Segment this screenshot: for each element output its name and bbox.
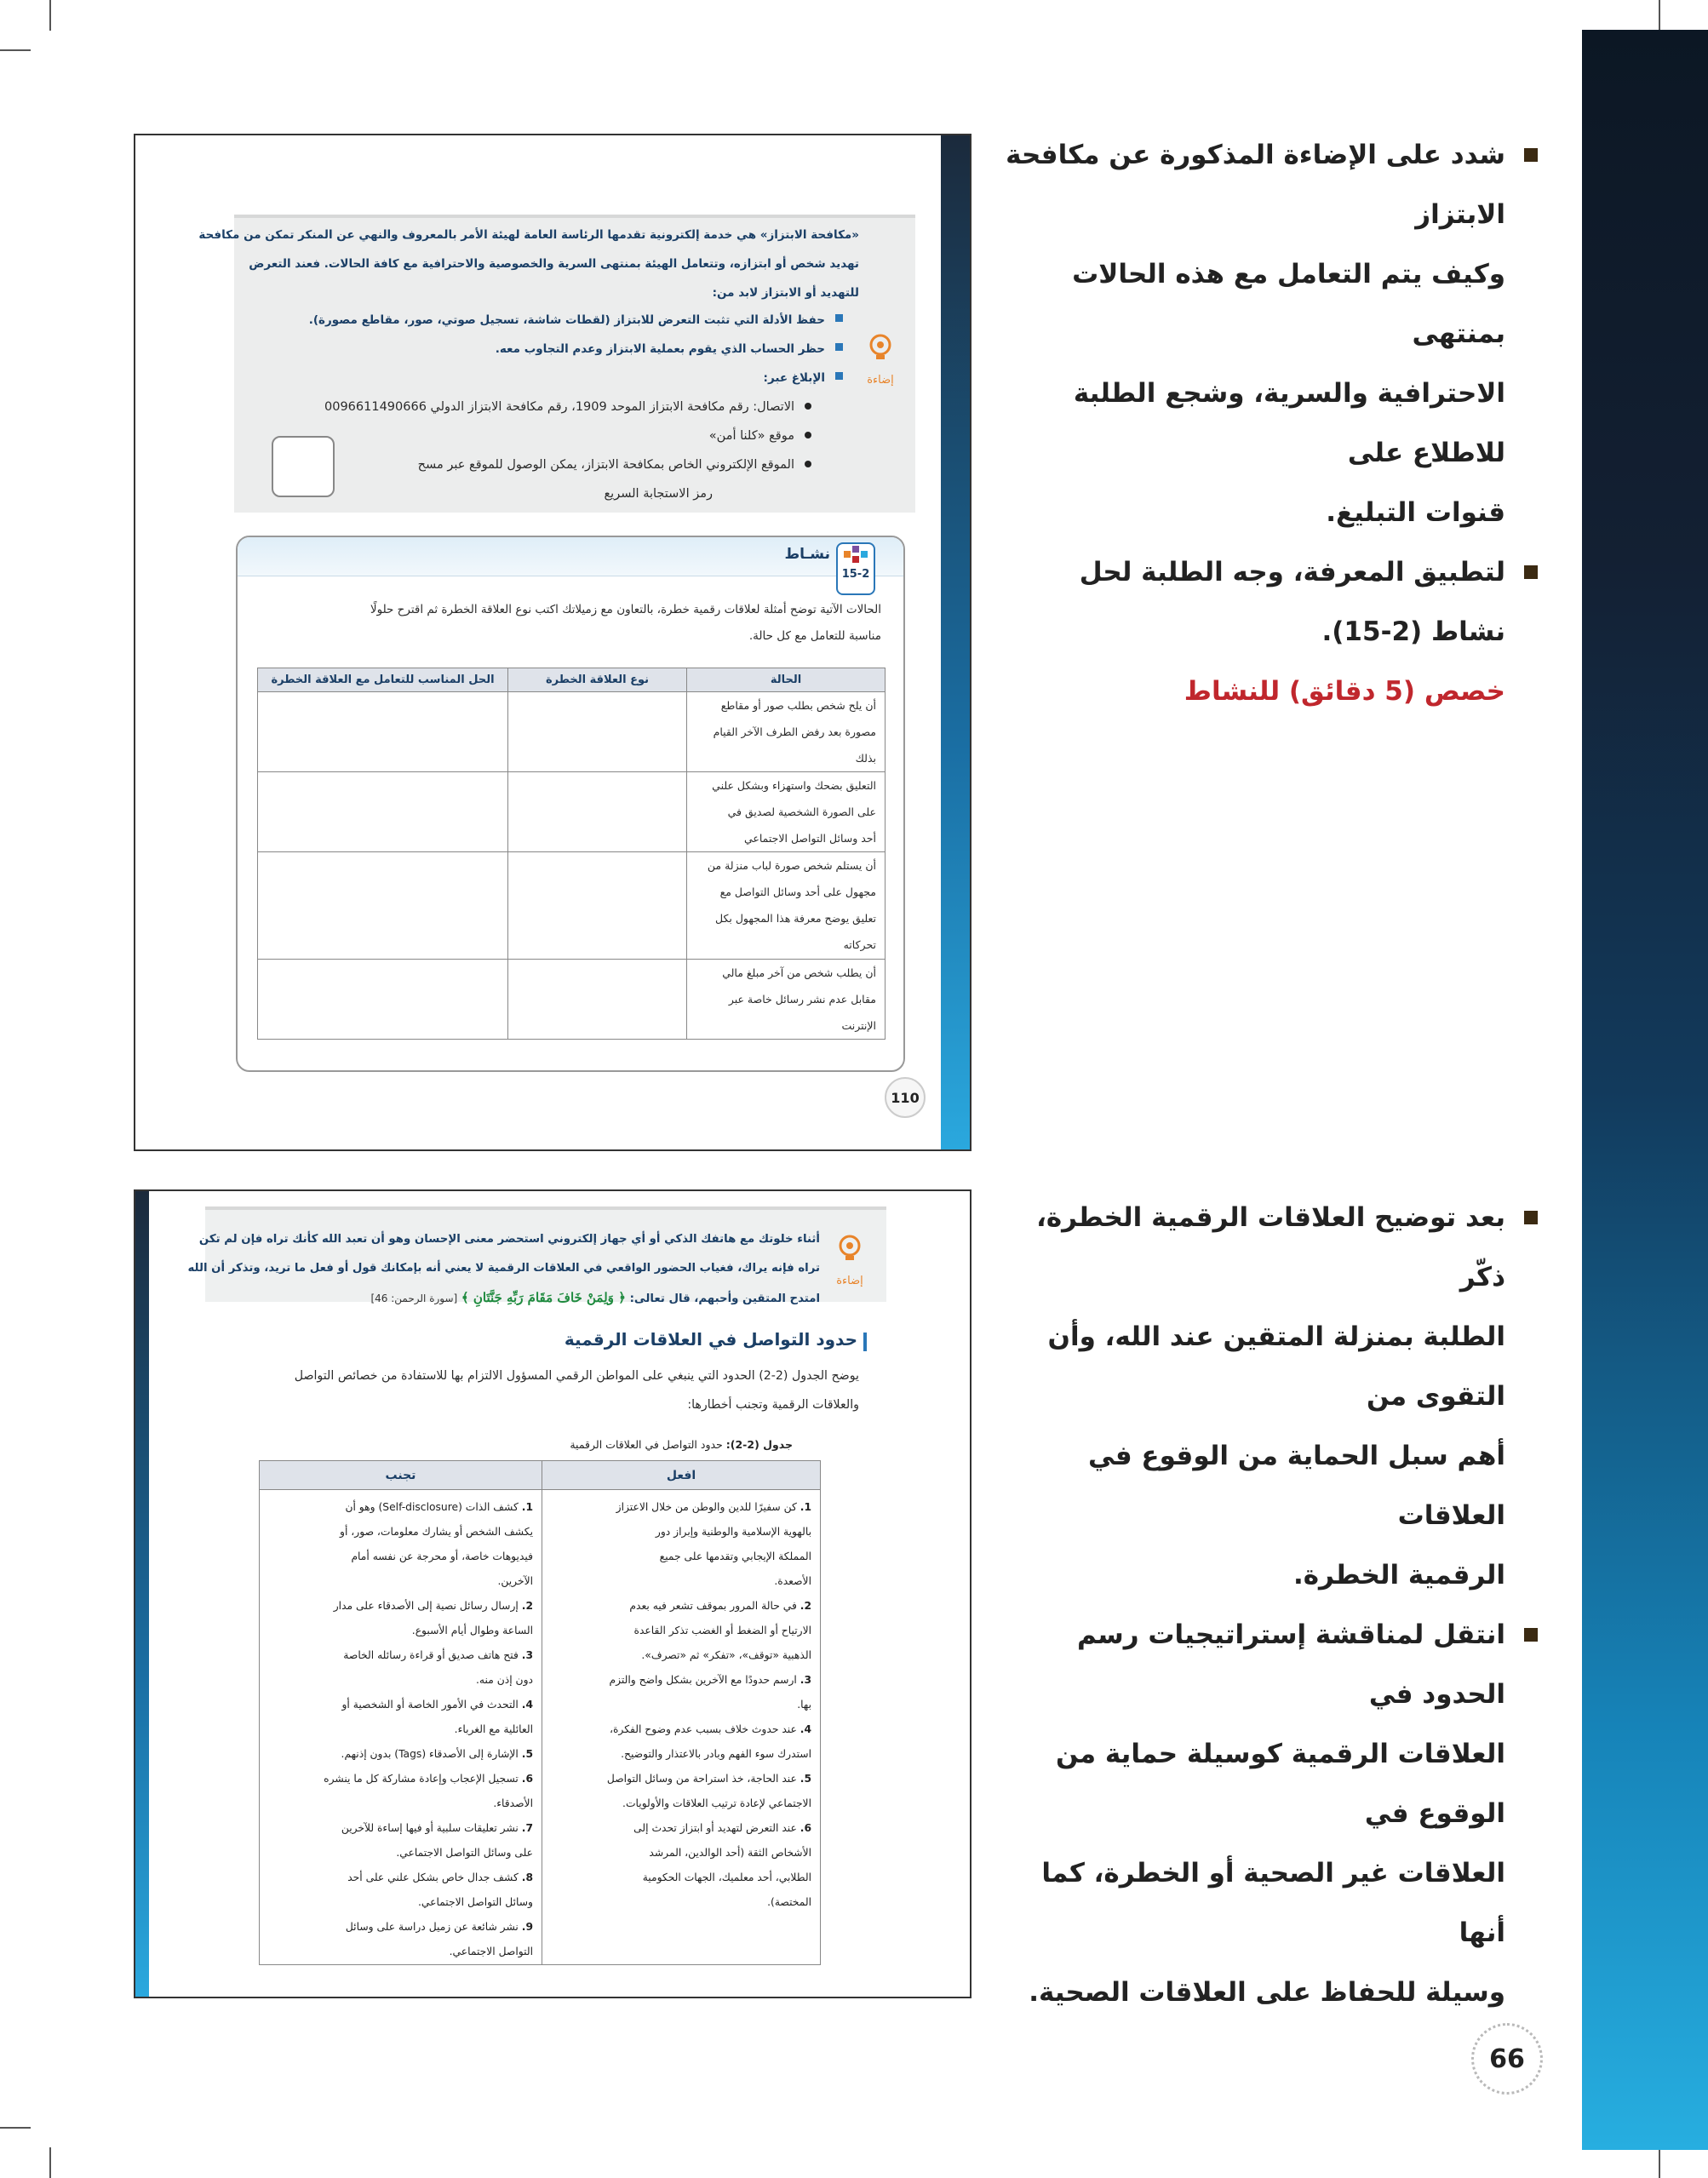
avoid-line: الأصدقاء. [493, 1797, 533, 1809]
crop-mark [49, 0, 51, 31]
intro-line: «مكافحة الابتزاز» هي خدمة إلكترونية تقدمها الرئاسة العامة لهيئة الأمر بالمعروف والنهي عن المنكر تمكن من مكافحة [198, 228, 859, 242]
table-header: الحالة [687, 668, 886, 692]
bullet-square [835, 343, 843, 351]
answer-cell[interactable] [508, 960, 687, 1040]
idaa-text [187, 1225, 820, 1314]
do-line: الأصعدة. [774, 1575, 811, 1587]
case-line: أن يطلب شخص من آخر مبلغ مالي [722, 966, 876, 979]
qr-code-placeholder [272, 436, 335, 497]
case-line: أن يستلم شخص صورة لباب منزلة من [707, 859, 876, 872]
avoid-line: إرسال رسائل نصية إلى الأصدقاء على مدار [333, 1600, 519, 1612]
avoid-line: يكشف الشخص أو يشارك معلومات، صور، أو [340, 1526, 533, 1538]
intro-line: للتهديد أو الابتزاز لابد من: [712, 286, 859, 300]
avoid-line: التحدث في الأمور الخاصة أو الشخصية أو [341, 1699, 519, 1711]
answer-cell[interactable] [258, 692, 508, 772]
case-line: بذلك [855, 752, 876, 765]
table-row [258, 772, 886, 852]
answer-cell[interactable] [508, 772, 687, 852]
do-item: 4. عند حدوث خلاف بسبب عدم وضوح الفكرة، استدرك سوء الفهم وبادر بالاعتذار والتوضيح. [610, 1723, 811, 1760]
teacher-notes-top [1005, 125, 1541, 721]
answer-cell[interactable] [508, 852, 687, 960]
avoid-line: كشف جدال خاص بشكل علني على أحد [347, 1871, 519, 1883]
crop-mark [0, 49, 31, 51]
bullet-square [835, 372, 843, 380]
avoid-line: على وسائل التواصل الاجتماعي. [396, 1847, 533, 1859]
do-line: ارسم حدودًا مع الآخرين بشكل واضح والتزم [609, 1674, 797, 1686]
avoid-line: الآخرين. [497, 1575, 533, 1587]
idaa-item: حفظ الأدلة التي تثبت التعرض للابتزاز (لقطات شاشة، تسجيل صوتي، صور، مقاطع مصورة). [308, 313, 825, 327]
note-line: الطلبة بمنزلة المتقين عند الله، وأن التقوى من [1047, 1321, 1505, 1412]
note-line: أهم سبل الحماية من الوقوع في العلاقات [1087, 1441, 1505, 1531]
do-line: الاجتماعي لإعادة ترتيب العلاقات والأولويات. [622, 1797, 811, 1809]
activity-intro [246, 597, 881, 650]
note-bullet [1005, 542, 1541, 662]
table-caption-text: حدود التواصل في العلاقات الرقمية [570, 1438, 723, 1451]
lightbulb-icon [866, 333, 895, 365]
quran-verse: ﴿ وَلِمَنْ خَافَ مَقَامَ رَبِّهِ جَنَّتَانِ ﴾ [461, 1290, 626, 1305]
do-line: المملكة الإيجابي وتقدمها على جميع [659, 1550, 811, 1562]
case-line: الإنترنت [841, 1019, 876, 1032]
avoid-item: 7. نشر تعليقات سلبية أو فيها إساءة للآخرين على وسائل التواصل الاجتماعي. [341, 1822, 533, 1859]
do-line: بالهوية الإسلامية والوطنية وإبراز دور [655, 1526, 811, 1538]
avoid-line: وسائل التواصل الاجتماعي. [417, 1896, 533, 1908]
case-line: أحد وسائل التواصل الاجتماعي [743, 832, 876, 845]
activity-intro-line: مناسبة للتعامل مع كل حالة. [748, 629, 881, 643]
avoid-item: 6. تسجيل الإعجاب وإعادة مشاركة كل ما ينشره الأصدقاء. [324, 1773, 533, 1809]
activity-intro-line: الحالات الآتية توضح أمثلة لعلاقات رقمية خطرة، بالتعاون مع زميلاتك اكتب نوع العلاقة الخطرة ثم اقترح حلولًا [370, 603, 881, 616]
case-line: تعليق يوضح معرفة هذا المجهول بكل [715, 912, 876, 925]
idaa-line: تراه فإنه يراك، فغياب الحضور الواقعي في العلاقات الرقمية لا يعني أنه بإمكانك قول أو فعل ما تريد، وتذكر أن الله [187, 1262, 820, 1275]
note-line: العلاقات غير الصحية أو الخطرة، كما أنها [1041, 1858, 1505, 1948]
do-item: 5. عند الحاجة، خذ استراحة من وسائل التواصل الاجتماعي لإعادة ترتيب العلاقات والأولويات. [606, 1773, 811, 1809]
case-line: التعليق بضحك واستهزاء وبشكل علني [712, 779, 876, 792]
avoid-line: العائلية مع الغرباء. [454, 1723, 533, 1735]
intro-line: يوضح الجدول (2-2) الحدود التي ينبغي على المواطن الرقمي المسؤول الالتزام بها للاستفادة من خصائص التواصل [294, 1369, 859, 1383]
note-line: الرقمية الخطرة. [1292, 1560, 1505, 1591]
avoid-line: كشف الذات (Self-disclosure) وهو أن [345, 1501, 519, 1513]
avoid-line: نشر شائعة عن زميل دراسة على وسائل [345, 1921, 519, 1933]
avoid-item: 2. إرسال رسائل نصية إلى الأصدقاء على مدار الساعة وطوال أيام الأسبوع. [333, 1600, 533, 1636]
do-line: عند التعرض لتهديد أو ابتزاز تحدث إلى [633, 1822, 797, 1834]
case-cell [687, 960, 886, 1040]
intro-line: والعلاقات الرقمية وتجنب أخطارها: [687, 1398, 859, 1412]
avoid-line: تسجيل الإعجاب وإعادة مشاركة كل ما ينشره [324, 1773, 519, 1785]
textbook-page-bottom [134, 1189, 971, 1998]
crop-mark [0, 2127, 31, 2129]
table-caption [476, 1438, 793, 1451]
do-line: المختصة). [767, 1896, 811, 1908]
avoid-line: نشر تعليقات سلبية أو فيها إساءة للآخرين [341, 1822, 519, 1834]
do-item: 1. كن سفيرًا للدين والوطن من خلال الاعتزاز بالهوية الإسلامية والوطنية وإبراز دور المملكة الإيجابي وتقدمها على جميع الأصعدة. [616, 1501, 811, 1587]
avoid-line: فتح هاتف صديق أو قراءة رسائله الخاصة [343, 1649, 519, 1661]
section-title: حدود التواصل في العلاقات الرقمية [564, 1329, 857, 1350]
do-line: الأشخاص الثقة (أحد الوالدين، المرشد [649, 1847, 811, 1859]
idaa-intro [198, 221, 859, 307]
avoid-line: الإشارة إلى الأصدقاء (Tags) بدون إذنهم. [341, 1748, 519, 1760]
avoid-line: التواصل الاجتماعي. [449, 1946, 533, 1957]
time-note: خصص (5 دقائق) للنشاط [1184, 676, 1505, 707]
avoid-item: 8. كشف جدال خاص بشكل علني على أحد وسائل التواصل الاجتماعي. [347, 1871, 533, 1908]
avoid-item: 3. فتح هاتف صديق أو قراءة رسائله الخاصة دون إذن منه. [343, 1649, 533, 1686]
activity-title: نشـاط [784, 546, 830, 563]
page-number: 66 [1489, 2043, 1525, 2074]
boundaries-table [259, 1460, 821, 1965]
case-cell [687, 852, 886, 960]
case-line: مجهول على أحد وسائل التواصل مع [719, 886, 876, 898]
note-line: الاحترافية والسرية، وشجع الطلبة للاطلاع على [1073, 378, 1505, 468]
note-line: وكيف يتم التعامل مع هذه الحالات بمنتهى [1072, 259, 1505, 349]
avoid-item: 1. كشف الذات (Self-disclosure) وهو أن يكشف الشخص أو يشارك معلومات، صور، أو فيديوهات خاصة، أو محرجة عن نفسه أمام الآخرين. [340, 1501, 533, 1587]
idaa-item: حظر الحساب الذي يقوم بعملية الابتزاز وعدم التجاوب معه. [495, 342, 825, 356]
note-line: العلاقات الرقمية كوسيلة حماية من الوقوع في [1056, 1739, 1505, 1829]
answer-cell[interactable] [258, 772, 508, 852]
do-item: 3. ارسم حدودًا مع الآخرين بشكل واضح والتزم بها. [609, 1674, 811, 1711]
table-caption-label: جدول (2-2): [725, 1438, 793, 1451]
do-column [542, 1490, 821, 1965]
case-line: أن يلح شخص بطلب صور أو مقاطع [720, 699, 876, 712]
case-cell [687, 692, 886, 772]
do-item: 6. عند التعرض لتهديد أو ابتزاز تحدث إلى الأشخاص الثقة (أحد الوالدين، المرشد الطلابي، أحد معلميك، الجهات الحكومية المختصة). [633, 1822, 811, 1908]
page-side-bar [941, 135, 970, 1149]
table-row [258, 692, 886, 772]
do-line: الطلابي، أحد معلميك، الجهات الحكومية [642, 1871, 811, 1883]
note-line: بعد توضيح العلاقات الرقمية الخطرة، ذكّر [1036, 1202, 1505, 1292]
case-line: تحركاته [843, 938, 876, 951]
col-avoid-header: تجنب [260, 1461, 542, 1490]
teacher-notes-bottom [1005, 1188, 1541, 2022]
avoid-item: 9. نشر شائعة عن زميل دراسة على وسائل التواصل الاجتماعي. [345, 1921, 533, 1957]
crop-mark [49, 2147, 51, 2178]
do-line: الارتياح أو الضغط أو الغضب تذكر القاعدة [633, 1625, 811, 1636]
do-line: بها. [797, 1699, 811, 1711]
section-intro [186, 1361, 859, 1419]
note-line: شدد على الإضاءة المذكورة عن مكافحة الابتزاز [1006, 140, 1505, 230]
activity-icon [841, 544, 870, 565]
verse-reference: [سورة الرحمن: 46] [370, 1292, 458, 1304]
crop-mark [1659, 0, 1660, 31]
note-line: انتقل لمناقشة إستراتيجيات رسم الحدود في [1076, 1619, 1505, 1710]
idaa-label: إضاءة [836, 1275, 863, 1287]
idaa-label: إضاءة [867, 374, 894, 387]
avoid-line: دون إذن منه. [476, 1674, 533, 1686]
lightbulb-icon [835, 1234, 864, 1266]
activity-badge [836, 542, 875, 595]
decorative-side-stripe [1582, 30, 1708, 2150]
qr-caption: رمز الاستجابة السريع [604, 487, 713, 501]
page-side-bar [135, 1191, 149, 1997]
inner-page-number: 110 [885, 1077, 926, 1118]
bullet-square [835, 314, 843, 322]
note-bullet [1005, 1605, 1541, 2022]
section-title-marker [863, 1333, 867, 1351]
do-line: في حالة المرور بموقف تشعر فيه بعدم [629, 1600, 797, 1612]
table-header: نوع العلاقة الخطرة [508, 668, 687, 692]
case-line: مقابل عدم نشر رسائل خاصة عبر [728, 993, 876, 1006]
bullet-dot [805, 432, 811, 438]
sub-item: الموقع الإلكتروني الخاص بمكافحة الابتزاز، يمكن الوصول للموقع عبر مسح [417, 458, 794, 472]
answer-cell[interactable] [508, 692, 687, 772]
do-line: عند الحاجة، خذ استراحة من وسائل التواصل [606, 1773, 797, 1785]
do-item: 2. في حالة المرور بموقف تشعر فيه بعدم الارتياح أو الضغط أو الغضب تذكر القاعدة الذهبية «توقف»، «تفكر» ثم «تصرف». [629, 1600, 811, 1661]
page-number-badge [1471, 2023, 1543, 2095]
case-line: مصورة بعد رفض الطرف الآخر القيام [713, 725, 876, 738]
table-row [258, 960, 886, 1040]
table-header: الحل المناسب للتعامل مع العلاقة الخطرة [258, 668, 508, 692]
note-bullet [1005, 125, 1541, 542]
avoid-line: فيديوهات خاصة، أو محرجة عن نفسه أمام [351, 1550, 533, 1562]
idaa-item: الإبلاغ عبر: [763, 371, 825, 385]
idaa-line [210, 1283, 820, 1314]
crop-mark [1659, 2147, 1660, 2178]
note-line: لتطبيق المعرفة، وجه الطلبة لحل نشاط (2-15). [1079, 557, 1505, 647]
avoid-line: الساعة وطوال أيام الأسبوع. [411, 1625, 533, 1636]
case-cell [687, 772, 886, 852]
intro-line: تهديد شخص أو ابتزازه، وتتعامل الهيئة بمنتهى السرية والخصوصية والاحترافية مع كافة الحالات. فعند التعرض [249, 257, 859, 271]
note-line: قنوات التبليغ. [1326, 497, 1505, 528]
sub-item: الاتصال: رقم مكافحة الابتزاز الموحد 1909، رقم مكافحة الابتزاز الدولي 0096611490666 [324, 400, 794, 414]
do-line: عند حدوث خلاف بسبب عدم وضوح الفكرة، [610, 1723, 797, 1735]
sub-item: موقع «كلنا أمن» [708, 429, 794, 443]
bullet-dot [805, 403, 811, 410]
do-line: استدرك سوء الفهم وبادر بالاعتذار والتوضيح. [621, 1748, 811, 1760]
answer-cell[interactable] [258, 960, 508, 1040]
bullet-dot [805, 461, 811, 467]
textbook-page-110 [134, 134, 971, 1151]
activity-table [257, 668, 886, 1040]
avoid-column [260, 1490, 542, 1965]
activity-number: 15-2 [841, 568, 870, 581]
do-line: كن سفيرًا للدين والوطن من خلال الاعتزاز [616, 1501, 797, 1513]
case-line: على الصورة الشخصية لصديق في [727, 805, 876, 818]
col-do-header: افعل [542, 1461, 821, 1490]
avoid-item: 4. التحدث في الأمور الخاصة أو الشخصية أو العائلية مع الغرباء. [341, 1699, 533, 1735]
idaa-line: أثناء خلوتك مع هاتفك الذكي أو أي جهاز إلكتروني استحضر معنى الإحسان وهو أن تعبد الله كأنك تراه فإن لم تكن [198, 1233, 820, 1246]
do-line: الذهبية «توقف»، «تفكر» ثم «تصرف». [641, 1649, 811, 1661]
note-bullet [1005, 1188, 1541, 1605]
table-row [258, 852, 886, 960]
idaa-items [238, 306, 825, 393]
idaa-line-text: امتدح المتقين وأحبهم، قال تعالى: [629, 1292, 820, 1305]
avoid-item: 5. الإشارة إلى الأصدقاء (Tags) بدون إذنهم. [341, 1748, 533, 1760]
answer-cell[interactable] [258, 852, 508, 960]
note-line: وسيلة للحفاظ على العلاقات الصحية. [1029, 1977, 1505, 2008]
